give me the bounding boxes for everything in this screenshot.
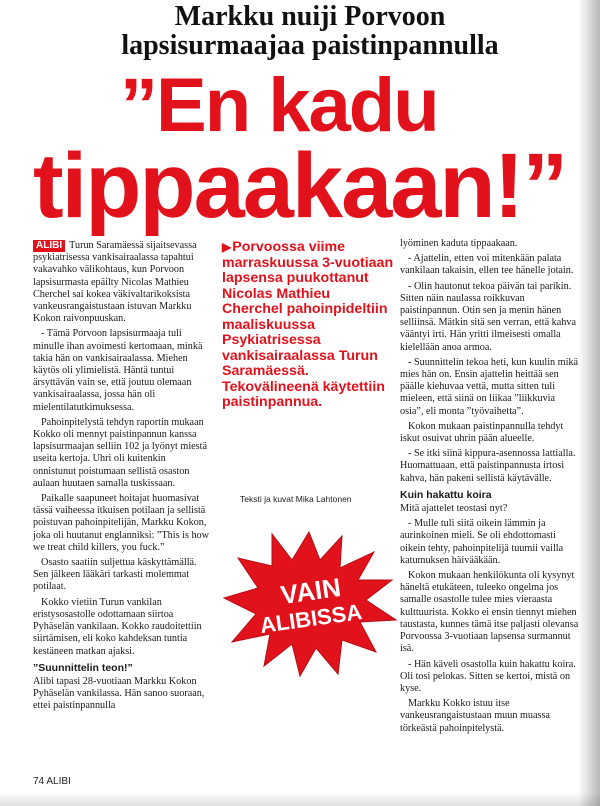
- headline: [70, 2, 550, 60]
- badge-line-2: ALIBISSA: [258, 599, 364, 639]
- article-column-3: [400, 238, 580, 738]
- paragraph: - Hän käveli osastolla kuin hakattu koira. Oli tosi pelokas. Sitten se kertoi, mistä on kyse.: [400, 658, 576, 694]
- paragraph: [33, 240, 209, 325]
- byline-name: Mika Lahtonen: [295, 494, 352, 504]
- badge-line-1: VAIN: [278, 572, 343, 611]
- paragraph: lyöminen kaduta tippaakaan.: [400, 238, 518, 249]
- paragraph: Kokon mukaan paistinpannulla tehdyt iskut osuivat uhrin pään alueelle.: [400, 420, 564, 445]
- alibi-tag: ALIBI: [33, 240, 65, 252]
- byline: [240, 494, 352, 504]
- quote-line-1: ”En kadu: [120, 63, 438, 148]
- paragraph: Markku Kokko istuu itse vankeusrangaistustaan muun muassa törkeästä pahoinpitelystä.: [400, 698, 550, 734]
- lead-text: Porvoossa viime marraskuussa 3-vuotiaan lapsensa puukottanut Nicolas Mathieu Cherchel pahoinpideltiin maaliskuussa Psykiatrisessa vankisairaalassa Turun Saramäessä. Tekovälineenä käytettiin paistinpannua.: [222, 239, 394, 410]
- headline-line-2: lapsisurmaajaa paistinpannulla: [121, 30, 499, 61]
- starburst-icon: [220, 528, 398, 678]
- paragraph: Mitä ajattelet teostasi nyt?: [400, 503, 508, 515]
- page-folio: 74 ALIBI: [33, 776, 71, 787]
- article-column-1: [33, 240, 209, 716]
- quote-line-2: tippaakaan!”: [33, 135, 567, 237]
- paragraph: - Ajattelin, etten voi mitenkään palata vankilaan takaisin, ellen tee hänelle jotain.: [400, 253, 574, 277]
- paragraph-text: Turun Saramäessä sijaitsevassa psykiatrisessa vankisairaalassa tapahtui vakavahko välikohtaus, kun Porvoon lapsisurmasta epäilty Nicolas Mathieu Cherchel sai kokea väkivaltarikoksista vankeusrangaistustaan istuvan Markku Kokon raivonpuuskan.: [33, 240, 197, 325]
- paragraph: - Se itki siinä kippura-asennossa lattialla. Huomattuaan, että paistinpannusta irtosi kahva, hän pakeni sellistä käytävälle.: [400, 448, 576, 484]
- paragraph: - Mulle tuli siitä oikein lämmin ja aurinkoinen mieli. Se oli ehdottomasti oikein tehty, pahoinpitelijä tuumii vailla katumuksen häivääkään.: [400, 518, 564, 566]
- subheading: ”Suunnittelin teon!”: [33, 661, 133, 674]
- paragraph: Pahoinpitelystä tehdyn raportin mukaan Kokko oli mennyt paistinpannun kanssa lapsisurmaajan selliin 102 ja lyönyt miestä useita kertoja. Uhri oli kuitenkin onnistunut poistumaan sellistä osaston aulaan huutaen samalla tuskissaan.: [33, 416, 208, 489]
- byline-label: Teksti ja kuvat: [240, 494, 294, 504]
- triangle-bullet-icon: ▶: [222, 240, 232, 254]
- paragraph: Kokon mukaan henkilökunta oli kysynyt häneltä etukäteen, tuleeko ongelma jos samalle osastolle tulee mies vieraasta kulttuurista. Kokko ei ensin tiennyt miehen taustasta, kunnes tämä itse paljasti olevansa Porvoossa 3-vuotiaan lapsensa surmannut isä.: [400, 570, 579, 655]
- paragraph: Osasto saatiin suljettua käskyttämällä. Sen jälkeen lääkäri tarkasti molemmat potilaat.: [33, 557, 197, 593]
- paragraph: - Olin hautonut tekoa päivän tai parikin. Sitten näin naulassa roikkuvan paistinpannun. Otin sen ja menin hänen selliinsä. Mätkin sitä sen verran, että kahva vääntyi irti. Hän yritti ilmeisesti omalla kielellään anoa armoa.: [400, 280, 576, 353]
- vain-alibissa-badge: [220, 528, 398, 678]
- paragraph: - Suunnittelin tekoa heti, kun kuulin mikä mies hän on. Ensin ajattelin heittää sen päälle kiehuvaa vettä, mutta sitten tuli mieleen, että siinä on liikaa ”liikkuvia osia”, eli monta ”työvaihetta”.: [400, 356, 579, 417]
- paragraph: Alibi tapasi 28-vuotiaan Markku Kokon Pyhäselän vankilassa. Hän sanoo suoraan, ettei paistinpannulla: [33, 675, 205, 712]
- lead-paragraph: [222, 240, 394, 411]
- headline-line-1: Markku nuiji Porvoon: [174, 1, 446, 32]
- paragraph: Paikalle saapuneet hoitajat huomasivat tässä vaiheessa itkuisen potilaan ja sellistä poistuvan pahoinpitelijän, Markku Kokon, joka oli huutanut englanniksi: ”This is how we treat child killers, you fuck.”: [33, 493, 209, 553]
- paragraph: - Tämä Porvoon lapsisurmaaja tuli minulle ihan avoimesti kertomaan, minkä takia hän on vankisairaalassa. Miehen käytös oli ylimielistä. Häntä tuntui ärsyttävän vain se, että joutuu olemaan vankisairaalassa, jossa hän oli mielentilatutkimuksessa.: [33, 328, 203, 413]
- page-bottom-shadow: [0, 792, 600, 806]
- page-gutter-shadow: [578, 0, 600, 806]
- paragraph: Kokko vietiin Turun vankilan eristysosastolle odottamaan siirtoa Pyhäselän vankilaan. Kokko raudoitettiin siirtämisen, eli koko kahdeksan tuntia kestäneen matkan ajaksi.: [33, 596, 202, 657]
- subheading: Kuin hakattu koira: [400, 488, 492, 501]
